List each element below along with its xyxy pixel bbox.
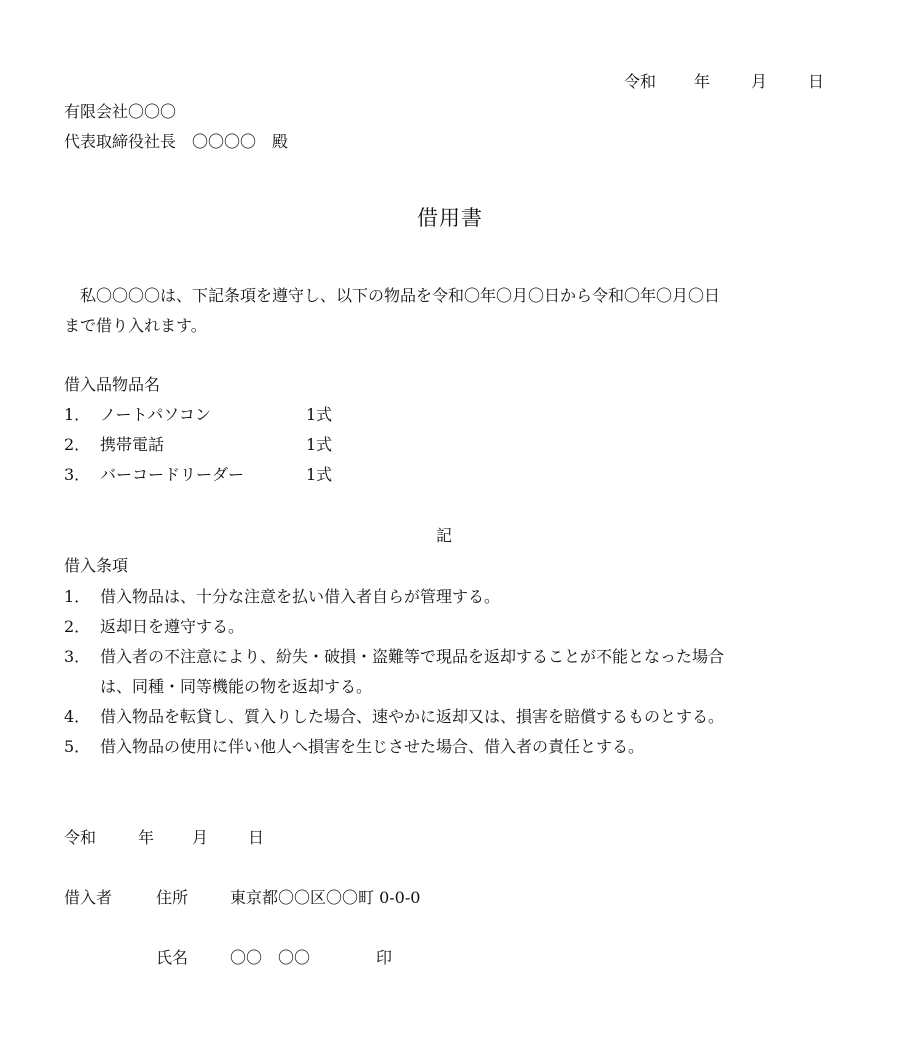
item-quantity: 1式 [306,405,333,424]
condition-row [64,709,724,725]
item-row [64,437,332,453]
condition-continuation: は、同種・同等機能の物を返却する。 [100,677,373,696]
item-row [64,467,332,483]
date-era: 令和 [624,72,657,91]
item-name: 携帯電話 [100,435,165,454]
condition-number: 4． [64,707,91,726]
condition-row [64,589,500,605]
borrower-label: 借入者 [64,888,113,907]
condition-number: 3． [64,647,91,666]
date-year: 年 [694,72,711,91]
condition-number: 2． [64,617,91,636]
intro-line-2: まで借り入れます。 [64,316,207,335]
name-label: 氏名 [156,948,189,967]
condition-row [64,619,244,635]
condition-text: 借入物品の使用に伴い他人へ損害を生じさせた場合、借入者の責任とする。 [100,737,645,756]
condition-text: 借入物品を転貸し、質入りした場合、速やかに返却又は、損害を賠償するものとする。 [100,707,725,726]
seal-mark: 印 [376,948,393,967]
item-row [64,407,332,423]
ki-marker: 記 [436,526,453,545]
condition-row [64,649,724,665]
condition-number: 1． [64,587,91,606]
items-heading: 借入品物品名 [64,375,161,394]
address-label: 住所 [156,888,189,907]
condition-text: 借入者の不注意により、紛失・破損・盗難等で現品を返却することが不能となった場合 [100,647,725,666]
date-day: 日 [248,828,265,847]
condition-number: 5． [64,737,91,756]
item-name: バーコードリーダー [100,465,245,484]
date-month: 月 [751,72,768,91]
intro-line-1 [64,288,720,304]
condition-text: 返却日を遵守する。 [100,617,245,636]
intro-text-1: 私〇〇〇〇は、下記条項を遵守し、以下の物品を令和〇年〇月〇日から令和〇年〇月〇日 [80,286,721,305]
item-quantity: 1式 [306,465,333,484]
borrower-name-row [156,950,392,966]
borrower-address-row [64,890,420,906]
item-quantity: 1式 [306,435,333,454]
condition-row [64,739,644,755]
date-day: 日 [808,72,825,91]
item-number: 2． [64,435,91,454]
condition-text: 借入物品は、十分な注意を払い借入者自らが管理する。 [100,587,501,606]
date-year: 年 [138,828,155,847]
item-number: 3． [64,465,91,484]
name-value: 〇〇 〇〇 [230,948,311,967]
item-number: 1． [64,405,91,424]
addressee-company: 有限会社〇〇〇 [64,102,177,121]
date-era: 令和 [64,828,97,847]
addressee-representative: 代表取締役社長 〇〇〇〇 殿 [64,132,289,151]
address-value: 東京都〇〇区〇〇町 0-0-0 [230,888,421,907]
document-title: 借用書 [417,206,483,230]
item-name: ノートパソコン [100,405,211,424]
signing-date [64,830,264,846]
document-date [624,74,824,90]
date-month: 月 [192,828,209,847]
conditions-heading: 借入条項 [64,556,129,575]
